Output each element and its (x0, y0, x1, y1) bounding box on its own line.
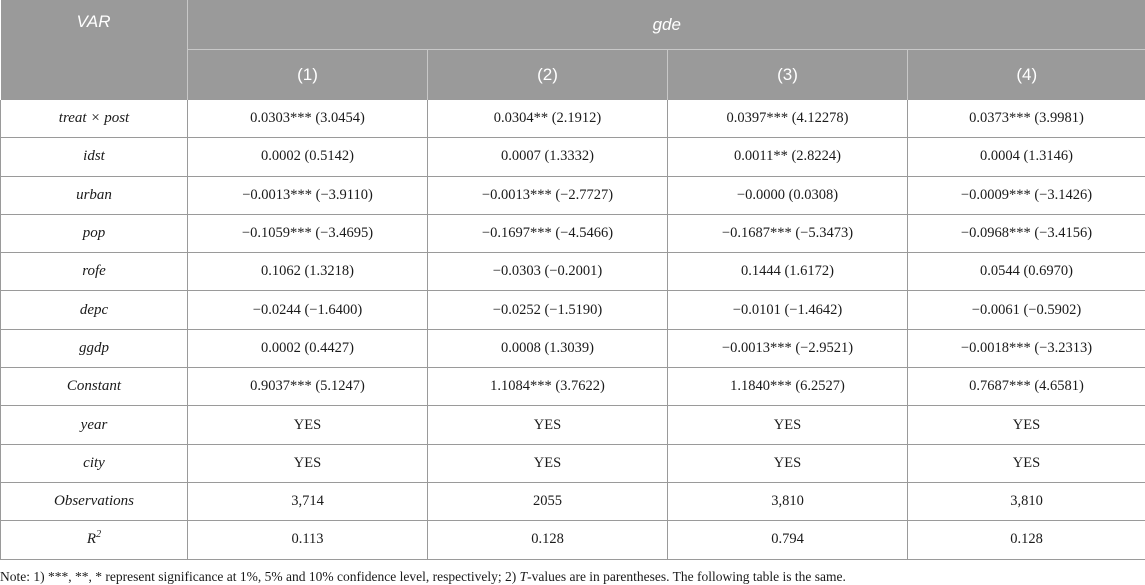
table-cell: −0.0252 (−1.5190) (428, 291, 668, 329)
table-row (1, 482, 1145, 520)
table-cell: −0.0013*** (−2.7727) (428, 176, 668, 214)
table-cell: YES (668, 406, 908, 444)
table-row (1, 176, 1145, 214)
row-label-r-squared (1, 521, 188, 559)
table-cell: 0.113 (188, 521, 428, 559)
row-label: city (1, 444, 188, 482)
row-label: idst (1, 138, 188, 176)
table-cell: 0.0011** (2.8224) (668, 138, 908, 176)
table-row (1, 329, 1145, 367)
table-cell: YES (668, 444, 908, 482)
note-text-part2: -values are in parentheses. The following table is the same. (527, 569, 846, 584)
var-header: VAR (1, 0, 188, 100)
table-cell: 0.0544 (0.6970) (908, 253, 1145, 291)
table-cell: 0.0397*** (4.12278) (668, 100, 908, 138)
table-cell: −0.1697*** (−4.5466) (428, 214, 668, 252)
row-label: Constant (1, 368, 188, 406)
table-cell: −0.0061 (−0.5902) (908, 291, 1145, 329)
table-cell: −0.1059*** (−3.4695) (188, 214, 428, 252)
table-cell: YES (188, 444, 428, 482)
row-label: pop (1, 214, 188, 252)
row-label: Observations (1, 482, 188, 520)
table-note (0, 569, 1145, 585)
table-cell: −0.0018*** (−3.2313) (908, 329, 1145, 367)
table-cell: 1.1084*** (3.7622) (428, 368, 668, 406)
table-cell: 0.0303*** (3.0454) (188, 100, 428, 138)
table-cell: −0.0968*** (−3.4156) (908, 214, 1145, 252)
table-cell: YES (908, 406, 1145, 444)
table-cell: 0.128 (428, 521, 668, 559)
table-cell: 3,714 (188, 482, 428, 520)
table-cell: −0.0101 (−1.4642) (668, 291, 908, 329)
table-cell: 0.0007 (1.3332) (428, 138, 668, 176)
table-cell: 0.1062 (1.3218) (188, 253, 428, 291)
table-cell: YES (188, 406, 428, 444)
table-cell: −0.1687*** (−5.3473) (668, 214, 908, 252)
table-cell: −0.0244 (−1.6400) (188, 291, 428, 329)
table-cell: YES (428, 406, 668, 444)
table-cell: 0.1444 (1.6172) (668, 253, 908, 291)
table-cell: 0.9037*** (5.1247) (188, 368, 428, 406)
r2-superscript: 2 (96, 529, 101, 540)
note-text-part1: Note: 1) ***, **, * represent significance at 1%, 5% and 10% confidence level, respectively; 2) (0, 569, 520, 584)
table-cell: 0.0373*** (3.9981) (908, 100, 1145, 138)
column-header: (1) (188, 50, 428, 101)
column-header: (2) (428, 50, 668, 101)
row-label: ggdp (1, 329, 188, 367)
table-cell: −0.0013*** (−3.9110) (188, 176, 428, 214)
table-cell: 0.0002 (0.4427) (188, 329, 428, 367)
column-header: (4) (908, 50, 1145, 101)
table-row (1, 444, 1145, 482)
dependent-variable-header: gde (188, 0, 1145, 50)
table-row (1, 253, 1145, 291)
row-label: treat × post (1, 100, 188, 138)
table-cell: YES (428, 444, 668, 482)
table-cell: 0.0008 (1.3039) (428, 329, 668, 367)
table-cell: 3,810 (908, 482, 1145, 520)
table-cell: 0.0004 (1.3146) (908, 138, 1145, 176)
table-cell: −0.0303 (−0.2001) (428, 253, 668, 291)
table-row (1, 368, 1145, 406)
table-cell: 0.0304** (2.1912) (428, 100, 668, 138)
note-text-italic: T (520, 569, 528, 584)
table-cell: 0.0002 (0.5142) (188, 138, 428, 176)
row-label: depc (1, 291, 188, 329)
table-row (1, 291, 1145, 329)
table-cell: −0.0013*** (−2.9521) (668, 329, 908, 367)
table-cell: 0.128 (908, 521, 1145, 559)
table-cell: 3,810 (668, 482, 908, 520)
table-row (1, 214, 1145, 252)
row-label: year (1, 406, 188, 444)
table-cell: −0.0000 (0.0308) (668, 176, 908, 214)
table-row (1, 406, 1145, 444)
row-label: urban (1, 176, 188, 214)
r2-label: R (87, 531, 96, 547)
column-header: (3) (668, 50, 908, 101)
table-row (1, 521, 1145, 559)
table-cell: YES (908, 444, 1145, 482)
table-cell: 1.1840*** (6.2527) (668, 368, 908, 406)
table-row (1, 100, 1145, 138)
table-cell: −0.0009*** (−3.1426) (908, 176, 1145, 214)
table-cell: 0.7687*** (4.6581) (908, 368, 1145, 406)
table-row (1, 138, 1145, 176)
table-cell: 2055 (428, 482, 668, 520)
table-cell: 0.794 (668, 521, 908, 559)
row-label: rofe (1, 253, 188, 291)
